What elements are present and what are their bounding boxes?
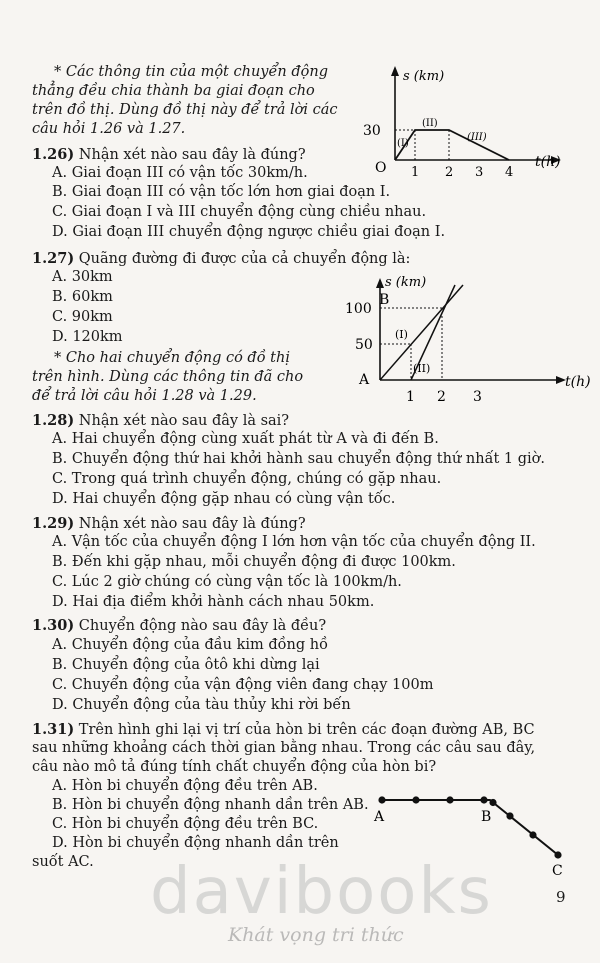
q126-stem: Nhận xét nào sau đây là đúng? bbox=[78, 147, 306, 163]
q129-option-d: D. Hai địa điểm khởi hành cách nhau 50km. bbox=[52, 594, 375, 610]
intro2-line-2: trên hình. Dùng các thông tin đã cho bbox=[32, 369, 304, 385]
graph1-distance-time bbox=[355, 60, 570, 180]
ball-position bbox=[554, 851, 561, 858]
graph2-point-b: B bbox=[379, 292, 390, 308]
intro1-line-1: * Các thông tin của một chuyển động bbox=[54, 64, 328, 80]
question-1-26 bbox=[32, 145, 306, 165]
q126-option-b: B. Giai đoạn III có vận tốc lớn hơn giai đoạn I. bbox=[52, 184, 391, 200]
graph2-x-tick-1: 1 bbox=[406, 389, 415, 405]
q129-stem: Nhận xét nào sau đây là đúng? bbox=[78, 516, 306, 532]
ball-position bbox=[506, 812, 513, 819]
graph2-x-tick-3: 3 bbox=[473, 389, 482, 405]
ball-position bbox=[446, 796, 453, 803]
intro1-line-3: trên đồ thị. Dùng đồ thị này để trả lời các bbox=[32, 102, 338, 118]
graph1-phase-2: (II) bbox=[422, 118, 438, 129]
graph1-origin: O bbox=[375, 160, 387, 176]
q129-option-a: A. Vận tốc của chuyển động I lớn hơn vận tốc của chuyển động II. bbox=[52, 534, 536, 550]
question-1-29 bbox=[32, 514, 306, 534]
graph1-phase-1: (I) bbox=[397, 138, 409, 149]
q131-stem-2: sau những khoảng cách thời gian bằng nhau. Trong các câu sau đây, bbox=[32, 740, 536, 756]
q131-option-b: B. Hòn bi chuyển động nhanh dần trên AB. bbox=[52, 797, 369, 813]
q131-option-d: D. Hòn bi chuyển động nhanh dần trên bbox=[52, 835, 339, 851]
q126-option-a: A. Giai đoạn III có vận tốc 30km/h. bbox=[52, 165, 308, 181]
watermark-slogan: Khát vọng tri thức bbox=[228, 924, 404, 946]
ball-position bbox=[378, 796, 385, 803]
graph2-ylabel: s (km) bbox=[385, 275, 427, 290]
graph1-y-tick: 30 bbox=[363, 123, 381, 139]
q130-option-b: B. Chuyển động của ôtô khi dừng lại bbox=[52, 657, 320, 673]
graph2-x-tick-2: 2 bbox=[437, 389, 446, 405]
ball-position bbox=[529, 831, 536, 838]
graph1-ylabel: s (km) bbox=[403, 69, 445, 84]
q126-option-c: C. Giai đoạn I và III chuyển động cùng chiều nhau. bbox=[52, 204, 427, 220]
question-1-30 bbox=[32, 616, 326, 636]
q131-track bbox=[382, 800, 558, 855]
graph1-y-arrow bbox=[391, 66, 399, 76]
q131-stem-3: câu nào mô tả đúng tính chất chuyển động của hòn bi? bbox=[32, 759, 437, 775]
q128-option-d: D. Hai chuyển động gặp nhau có cùng vận tốc. bbox=[52, 491, 396, 507]
graph1-x-tick-4: 4 bbox=[505, 165, 514, 180]
q129-option-c: C. Lúc 2 giờ chúng có cùng vận tốc là 100km/h. bbox=[52, 574, 402, 590]
graph2-label-1: (I) bbox=[395, 328, 408, 341]
watermark-brand: davibooks bbox=[150, 855, 493, 929]
graph1-xlabel: t(h) bbox=[535, 154, 561, 170]
page-number: 9 bbox=[556, 888, 566, 906]
q130-option-d: D. Chuyển động của tàu thủy khi rời bến bbox=[52, 697, 351, 713]
q131-stem-1: Trên hình ghi lại vị trí của hòn bi trên các đoạn đường AB, BC bbox=[78, 722, 535, 738]
q126-number: 1.26) bbox=[32, 146, 75, 163]
q130-option-a: A. Chuyển động của đầu kim đồng hồ bbox=[52, 637, 328, 653]
graph2-y-tick-50: 50 bbox=[355, 337, 373, 353]
q131-label-c: C bbox=[552, 863, 563, 879]
q131-option-d-cont: suốt AC. bbox=[32, 854, 94, 870]
graph1-phase-3: (III) bbox=[467, 132, 487, 143]
q127-option-a: A. 30km bbox=[52, 269, 113, 285]
ball-position bbox=[480, 796, 487, 803]
q128-option-a: A. Hai chuyển động cùng xuất phát từ A và đi đến B. bbox=[52, 431, 439, 447]
q129-number: 1.29) bbox=[32, 515, 75, 532]
graph1-x-tick-1: 1 bbox=[411, 165, 420, 180]
q128-option-c: C. Trong quá trình chuyển động, chúng có gặp nhau. bbox=[52, 471, 442, 487]
ball-position bbox=[412, 796, 419, 803]
graph1-x-tick-2: 2 bbox=[445, 165, 454, 180]
graph2-y-tick-100: 100 bbox=[345, 301, 372, 317]
intro1-line-2: thẳng đều chia thành ba giai đoạn cho bbox=[32, 83, 315, 99]
q131-option-c: C. Hòn bi chuyển động đều trên BC. bbox=[52, 816, 319, 832]
q128-stem: Nhận xét nào sau đây là sai? bbox=[78, 413, 290, 429]
q131-label-b: B bbox=[481, 809, 492, 825]
q126-option-d: D. Giai đoạn III chuyển động ngược chiều giai đoạn I. bbox=[52, 224, 446, 240]
q131-option-a: A. Hòn bi chuyển động đều trên AB. bbox=[52, 778, 318, 794]
q128-option-b: B. Chuyển động thứ hai khởi hành sau chuyển động thứ nhất 1 giờ. bbox=[52, 451, 545, 467]
graph2-point-a: A bbox=[359, 372, 370, 388]
question-1-31 bbox=[32, 720, 535, 740]
q127-option-c: C. 90km bbox=[52, 309, 113, 325]
ball-position bbox=[489, 799, 496, 806]
graph2-two-motions bbox=[345, 270, 595, 410]
q127-option-b: B. 60km bbox=[52, 289, 113, 305]
q130-stem: Chuyển động nào sau đây là đều? bbox=[78, 618, 327, 634]
q127-number: 1.27) bbox=[32, 250, 75, 267]
intro2-line-3: để trả lời câu hỏi 1.28 và 1.29. bbox=[32, 388, 257, 404]
q131-label-a: A bbox=[374, 809, 385, 825]
q128-number: 1.28) bbox=[32, 412, 75, 429]
graph1-line bbox=[395, 130, 509, 160]
graph2-y-arrow bbox=[376, 278, 384, 288]
q130-number: 1.30) bbox=[32, 617, 75, 634]
q129-option-b: B. Đến khi gặp nhau, mỗi chuyển động đi được 100km. bbox=[52, 554, 456, 570]
question-1-27 bbox=[32, 249, 410, 269]
intro1-line-4: câu hỏi 1.26 và 1.27. bbox=[32, 121, 186, 137]
q127-option-d: D. 120km bbox=[52, 329, 123, 345]
graph2-label-2: (II) bbox=[413, 362, 431, 375]
intro2-line-1: * Cho hai chuyển động có đồ thị bbox=[54, 350, 290, 366]
question-1-28 bbox=[32, 411, 289, 431]
q127-stem: Quãng đường đi được của cả chuyển động là: bbox=[78, 251, 411, 267]
graph1-x-tick-3: 3 bbox=[475, 165, 484, 180]
graph2-xlabel: t(h) bbox=[565, 374, 591, 390]
q130-option-c: C. Chuyển động của vận động viên đang chạy 100m bbox=[52, 677, 434, 693]
q131-number: 1.31) bbox=[32, 721, 75, 738]
